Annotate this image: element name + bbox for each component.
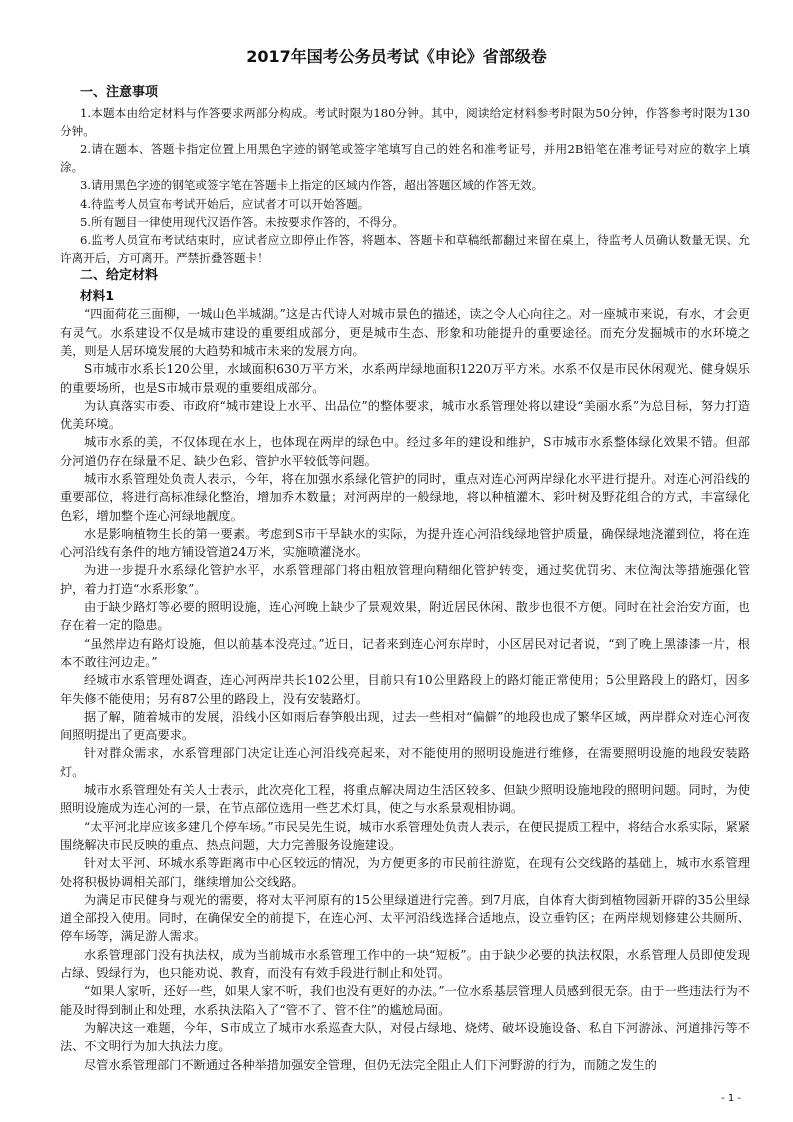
note-item: 4.待监考人员宣布考试开始后，应试者才可以开始答题。 [80, 196, 370, 211]
material-paragraph: 城市水系管理处有关人士表示，此次亮化工程，将重点解决周边生活区较多、但缺少照明设施地段的照明问题。同时，为使照明设施成为连心河的一景，在节点部位选用一些艺术灯具，使之与水系景观相协调。 [60, 783, 750, 816]
document-title: 2017年国考公务员考试《申论》省部级卷 [246, 47, 547, 66]
material-paragraph: 针对群众需求，水系管理部门决定让连心河沿线亮起来，对不能使用的照明设施进行维修，在需要照明设施的地段安装路灯。 [60, 746, 750, 779]
material-paragraph: S市城市水系长120公里，水域面积630万平方米，水系两岸绿地面积1220万平方米。水系不仅是市民休闲观光、健身娱乐的重要场所，也是S市城市景观的重要组成部分。 [60, 362, 750, 395]
notes-list [60, 104, 750, 268]
note-item: 3.请用黑色字迹的钢笔或签字笔在答题卡上指定的区域内作答，超出答题区域的作答无效。 [80, 178, 544, 193]
material-paragraph: “如果人家听，还好一些，如果人家不听，我们也没有更好的办法。”一位水系基层管理人员感到很无奈。由于一些违法行为不能及时得到制止和处理，水系执法陷入了“管不了、管不住”的尴尬局面。 [60, 984, 750, 1017]
note-item: 2.请在题本、答题卡指定位置上用黑色字迹的钢笔或签字笔填写自己的姓名和准考证号，并用2B铅笔在准考证号对应的数字上填涂。 [60, 141, 750, 175]
section-heading-notes: 一、注意事项 [80, 85, 159, 100]
material-paragraph: 尽管水系管理部门不断通过各种举措加强安全管理，但仍无法完全阻止人们下河野游的行为，而随之发生的 [84, 1057, 657, 1072]
note-item: 1.本题本由给定材料与作答要求两部分构成。考试时限为180分钟。其中，阅读给定材料参考时限为50分钟，作答参考时限为130分钟。 [60, 105, 750, 138]
material-paragraph: 经城市水系管理处调查，连心河两岸共长102公里，目前只有10公里路段上的路灯能正常使用；5公里路段上的路灯，因多年失修不能使用；另有87公里的路段上，没有安装路灯。 [60, 673, 750, 706]
material-paragraph: 为解决这一难题，今年，S市成立了城市水系巡查大队，对侵占绿地、烧烤、破坏设施设备、私自下河游泳、河道排污等不法、不文明行为加大执法力度。 [60, 1020, 750, 1054]
material-paragraphs [60, 305, 750, 1073]
section-heading-materials: 二、给定材料 [80, 268, 159, 284]
material-heading: 材料1 [80, 287, 114, 303]
material-paragraph: “太平河北岸应该多建几个停车场。”市民吴先生说，城市水系管理处负责人表示，在便民提质工程中，将结合水系实际，紧紧围绕解决市民反映的重点、热点问题，大力完善服务设施建设。 [60, 819, 750, 852]
material-paragraph: “虽然岸边有路灯设施，但以前基本没亮过。”近日，记者来到连心河东岸时，小区居民对记者说，“到了晚上黑漆漆一片，根本不敢往河边走。” [60, 636, 750, 669]
material-paragraph: 为进一步提升水系绿化管护水平，水系管理部门将由粗放管理向精细化管护转变，通过奖优罚劣、末位淘汰等措施强化管护，着力打造“水系形象”。 [60, 563, 750, 596]
material-paragraph: “四面荷花三面柳，一城山色半城湖。”这是古代诗人对城市景色的描述，读之令人心向往之。对一座城市来说，有水，才会更有灵气。水系建设不仅是城市建设的重要组成部分，更是城市生态、形象和功能提升的重要途径。而充分发掘城市的水环境之美，则是人居环境发展的大趋势和城市未来的发展方向。 [60, 307, 750, 358]
material-paragraph: 水是影响植物生长的第一要素。考虑到S市干旱缺水的实际，为提升连心河沿线绿地管护质量，确保绿地浇灌到位，将在连心河沿线有条件的地方铺设管道24万米，实施喷灌浇水。 [60, 526, 750, 560]
material-paragraph: 城市水系管理处负责人表示，今年，将在加强水系绿化管护的同时，重点对连心河两岸绿化水平进行提升。对连心河沿线的重要部位，将进行高标准绿化整治，增加乔木数量；对河两岸的一般绿地，将以种植灌木、彩叶树及野花组合的方式，丰富绿化色彩，增加整个连心河绿地靓度。 [60, 472, 750, 523]
note-item: 6.监考人员宣布考试结束时，应试者应立即停止作答，将题本、答题卡和草稿纸都翻过来留在桌上，待监考人员确认数量无误、允许离开后，方可离开。严禁折叠答题卡！ [60, 232, 750, 266]
material-paragraph: 城市水系的美，不仅体现在水上，也体现在两岸的绿色中。经过多年的建设和维护，S市城市水系整体绿化效果不错。但部分河道仍存在绿量不足、缺少色彩、管护水平较低等问题。 [60, 435, 750, 468]
material-paragraph: 为满足市民健身与观光的需要，将对太平河原有的15公里绿道进行完善。到7月底，自体育大街到植物园新开辟的35公里绿道全部投入使用。同时，在确保安全的前提下，在连心河、太平河沿线选择合适地点，设立垂钓区；在两岸规划修建公共厕所、停车场等，满足游人需求。 [60, 892, 750, 944]
material-paragraph: 水系管理部门没有执法权，成为当前城市水系管理工作中的一块“短板”。由于缺少必要的执法权限，水系管理人员即使发现占绿、毁绿行为，也只能劝说、教育，而没有有效手段进行制止和处罚。 [60, 947, 750, 981]
document-body [60, 84, 750, 1074]
note-item: 5.所有题目一律使用现代汉语作答。未按要求作答的，不得分。 [80, 214, 405, 229]
material-paragraph: 为认真落实市委、市政府“城市建设上水平、出品位”的整体要求，城市水系管理处将以建设“美丽水系”为总目标，努力打造优美环境。 [60, 398, 750, 432]
material-paragraph: 由于缺少路灯等必要的照明设施，连心河晚上缺少了景观效果，附近居民休闲、散步也很不方便。同时在社会治安方面，也存在着一定的隐患。 [60, 600, 750, 633]
material-paragraph: 据了解，随着城市的发展，沿线小区如雨后春笋般出现，过去一些相对“偏僻”的地段也成了繁华区域，两岸群众对连心河夜间照明提出了更高要求。 [60, 709, 750, 743]
material-paragraph: 针对太平河、环城水系等距离市中心区较远的情况，为方便更多的市民前往游览，在现有公交线路的基础上，城市水系管理处将积极协调相关部门，继续增加公交线路。 [60, 856, 750, 889]
page-number: - 1 - [721, 1093, 741, 1104]
